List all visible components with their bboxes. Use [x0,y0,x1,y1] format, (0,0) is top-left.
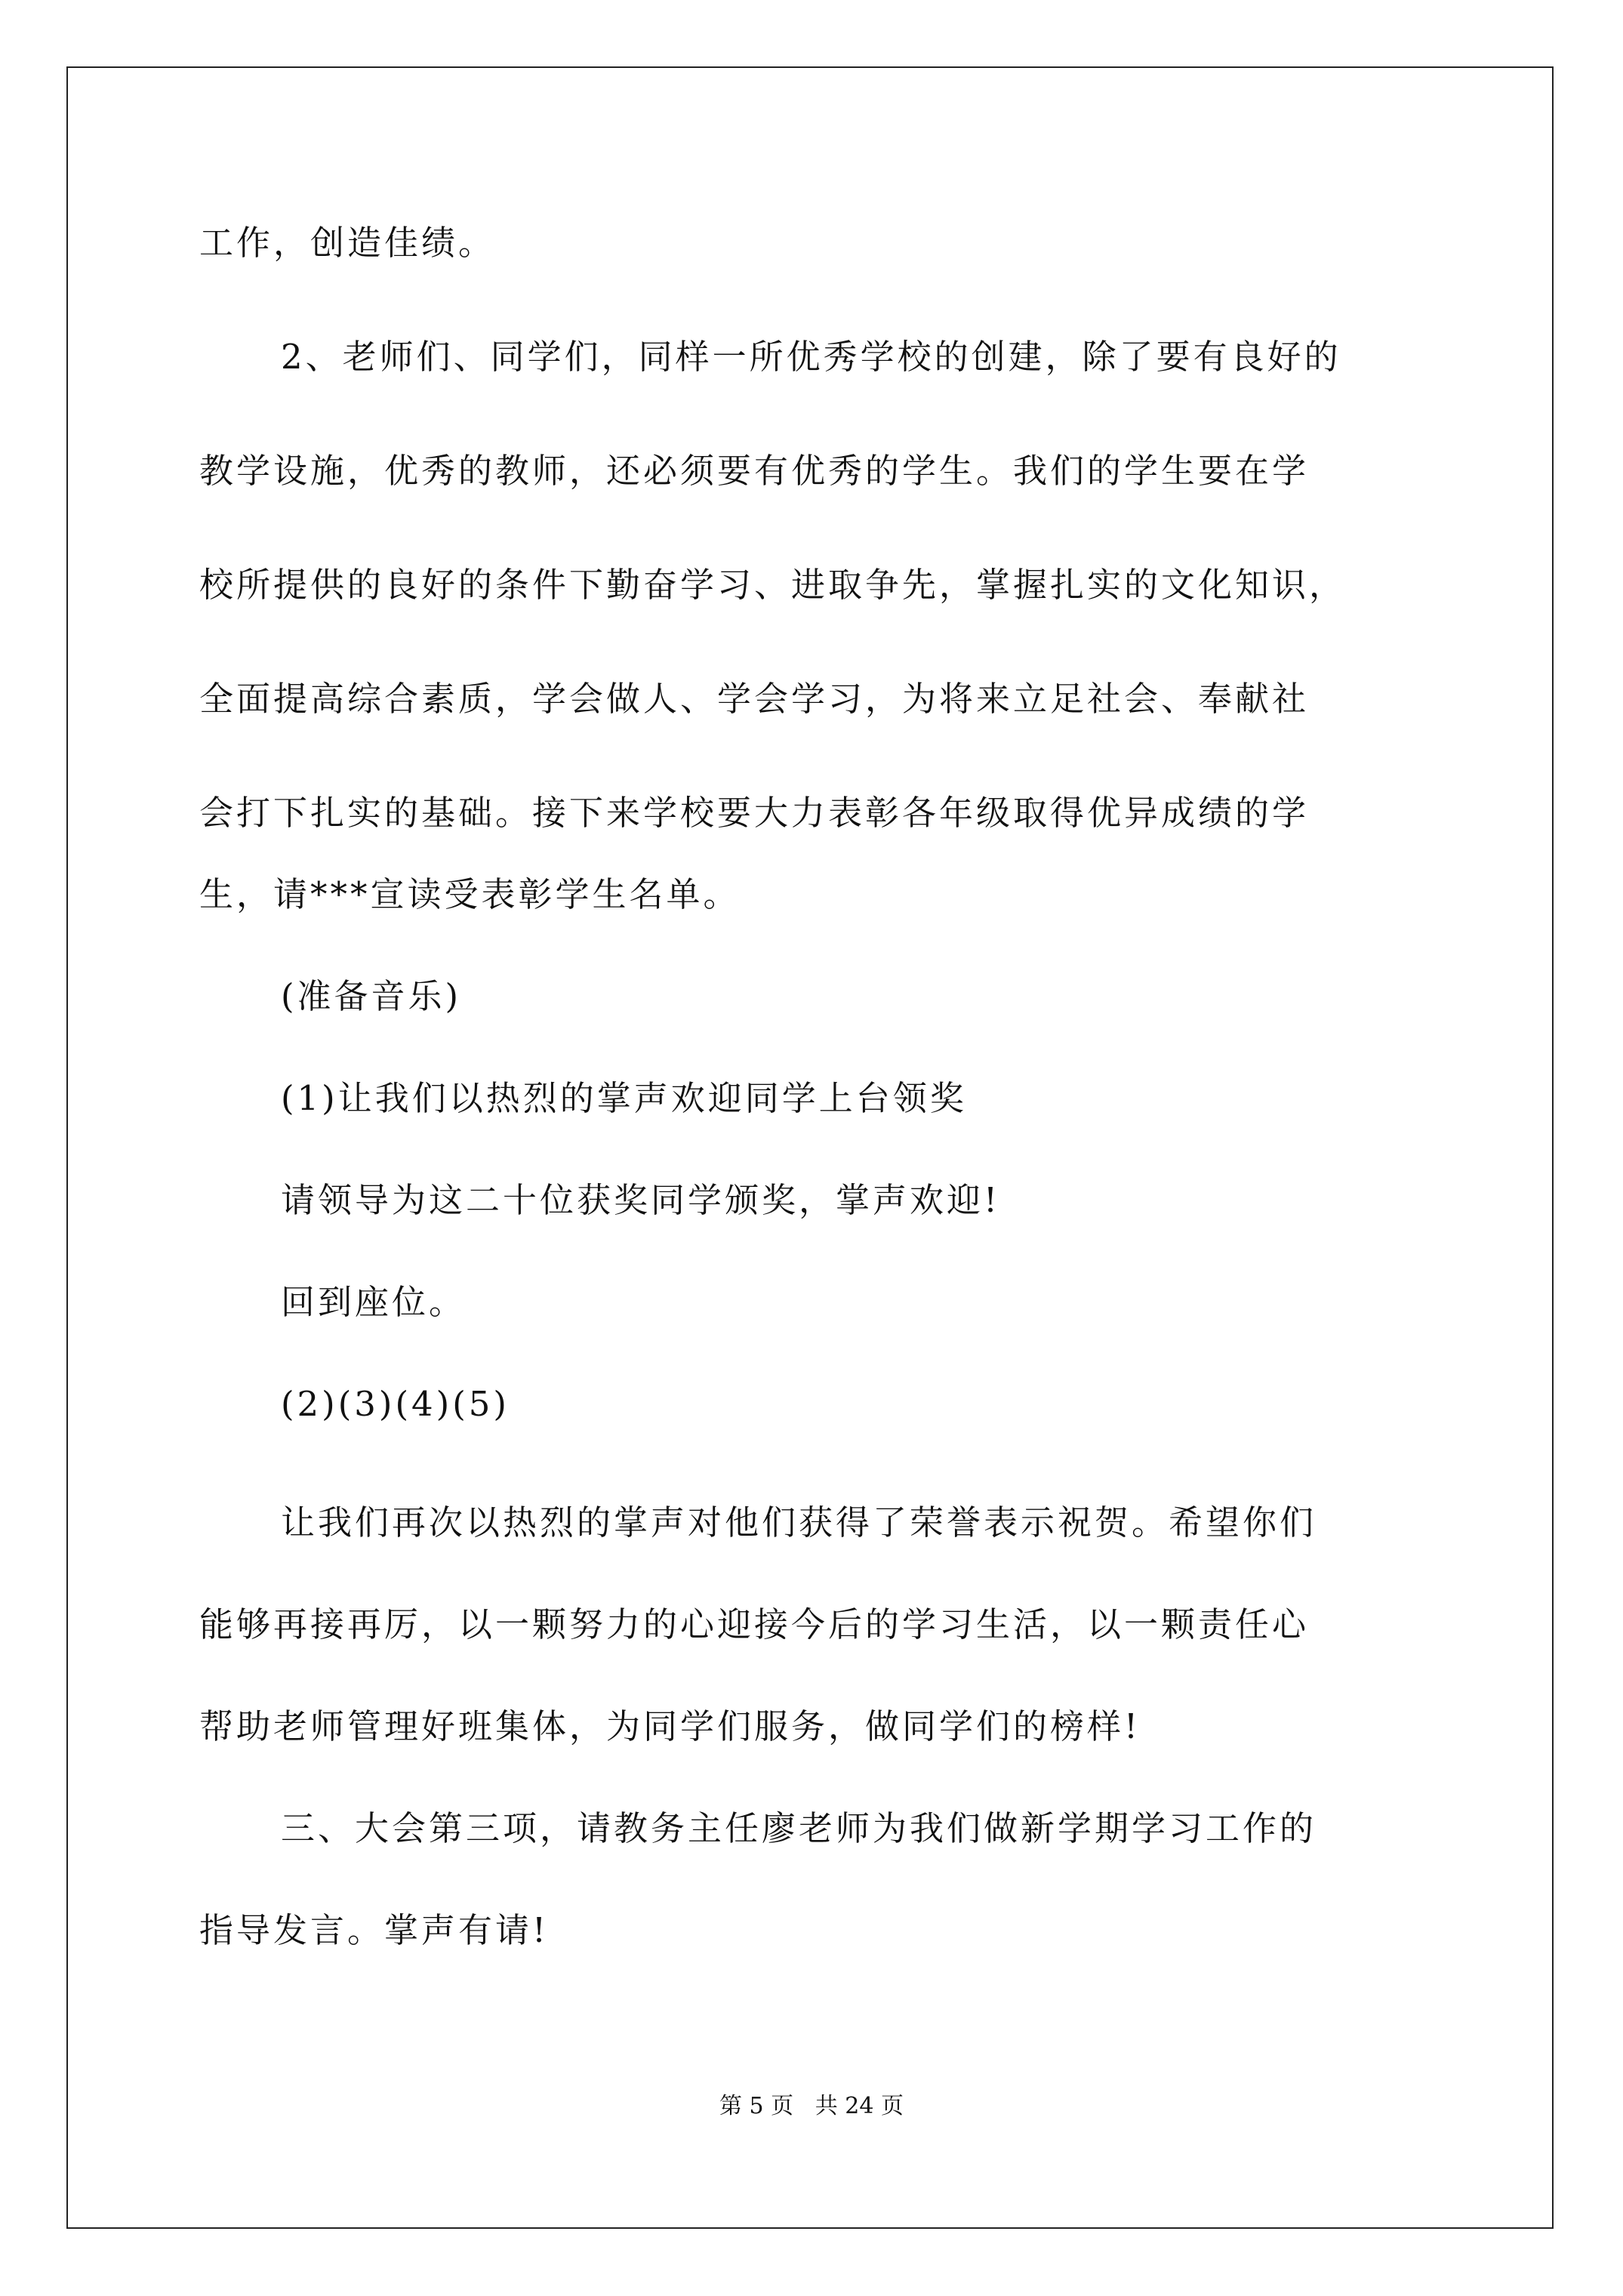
paragraph-line: 请领导为这二十位获奖同学颁奖，掌声欢迎! [281,1180,1001,1220]
text-line: 教学设施，优秀的教师，还必须要有优秀的学生。我们的学生要在学 [199,451,1310,491]
paragraph-line: 三、大会第三项，请教务主任廖老师为我们做新学期学习工作的 [281,1808,1317,1848]
text-line: 指导发言。掌声有请! [199,1910,550,1950]
text-line: 能够再接再厉，以一颗努力的心迎接今后的学习生活，以一颗责任心 [199,1604,1310,1644]
paragraph-line: 回到座位。 [281,1282,467,1322]
paragraph-line: 2、老师们、同学们，同样一所优秀学校的创建，除了要有良好的 [281,337,1341,377]
text-line: 生，请***宣读受表彰学生名单。 [199,874,741,914]
text-line: 全面提高综合素质，学会做人、学会学习，为将来立足社会、奉献社 [199,679,1310,719]
page-border [66,66,1554,2229]
page-number: 第 5 页 共 24 页 [719,2093,904,2119]
text-line: 工作，创造佳绩。 [199,223,496,263]
paragraph-line: (准备音乐) [281,976,462,1016]
text-line: 校所提供的良好的条件下勤奋学习、进取争先，掌握扎实的文化知识， [199,565,1347,605]
paragraph-line: (2)(3)(4)(5) [281,1384,510,1424]
text-line: 会打下扎实的基础。接下来学校要大力表彰各年级取得优异成绩的学 [199,793,1310,833]
paragraph-line: (1)让我们以热烈的掌声欢迎同学上台领奖 [281,1078,967,1118]
text-line: 帮助老师管理好班集体，为同学们服务，做同学们的榜样! [199,1706,1141,1746]
paragraph-line: 让我们再次以热烈的掌声对他们获得了荣誉表示祝贺。希望你们 [281,1502,1317,1542]
